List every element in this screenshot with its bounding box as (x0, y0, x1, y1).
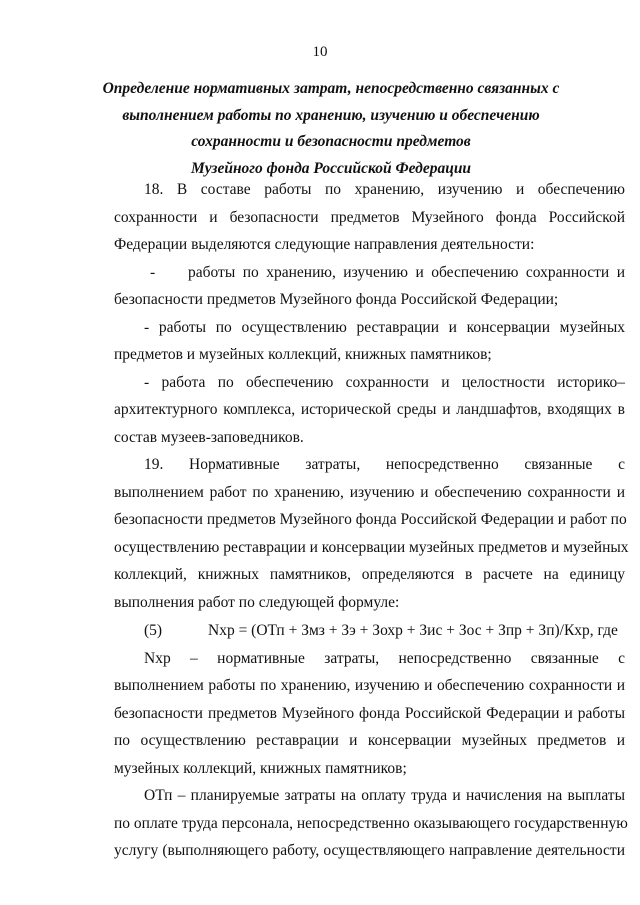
definition-nxr-line: по осуществлению реставрации и консервации музейных предметов и (114, 732, 625, 749)
formula-number: (5) (144, 622, 163, 639)
definition-nxr-line: выполнением работы по хранению, изучению и обеспечению сохранности и (114, 677, 625, 694)
paragraph-19-line: коллекций, книжных памятников, определяются в расчете на единицу (114, 566, 625, 583)
paragraph-19-line: 19. Нормативные затраты, непосредственно связанные с (144, 456, 625, 473)
bullet-continuation: архитектурного комплекса, исторической среды и ландшафтов, входящих в (114, 401, 625, 418)
heading-line: сохранности и безопасности предметов (191, 133, 471, 150)
definition-nxr-line: музейных коллекций, книжных памятников; (114, 760, 407, 777)
formula-expression: Nхр = (ОТп + Змз + Зэ + Зохр + Зис + Зос + Зпр + Зп)/Кхр, где (208, 622, 618, 639)
paragraph-19-line: выполнения работ по следующей формуле: (114, 594, 400, 611)
bullet-continuation: состав музеев-заповедников. (114, 429, 304, 446)
heading-line: Музейного фонда Российской Федерации (190, 159, 472, 177)
paragraph-19-line: выполнением работ по хранению, изучению и обеспечению сохранности и (114, 484, 625, 501)
page-number: 10 (312, 44, 328, 60)
bullet-text: работы по хранению, изучению и обеспечению сохранности и (188, 264, 625, 281)
paragraph-18-line: сохранности и безопасности предметов Музейного фонда Российской (114, 209, 625, 226)
definition-nxr-line: Nхр – нормативные затраты, непосредственно связанные с (144, 650, 625, 667)
bullet-continuation: предметов и музейных коллекций, книжных памятников; (114, 346, 492, 363)
heading-line: выполнением работы по хранению, изучению и обеспечению (122, 106, 540, 124)
definition-nxr-line: безопасности предметов Музейного фонда Российской Федерации и работы (114, 705, 625, 722)
definition-otp-line: по оплате труда персонала, непосредственно оказывающего государственную (114, 815, 628, 832)
bullet-continuation: безопасности предметов Музейного фонда Российской Федерации; (114, 291, 559, 308)
paragraph-19-line: безопасности предметов Музейного фонда Российской Федерации и работ по (114, 511, 627, 528)
bullet-item-integrity: - работа по обеспечению сохранности и целостности историко– (144, 374, 625, 391)
paragraph-18-line: 18. В составе работы по хранению, изучению и обеспечению (144, 181, 625, 198)
section-heading (100, 76, 562, 182)
heading-line: Определение нормативных затрат, непосредственно связанных с (102, 80, 560, 97)
definition-otp-line: услугу (выполняющего работу, осуществляющего направление деятельности (114, 842, 625, 859)
paragraph-18-line: Федерации выделяются следующие направления деятельности: (114, 236, 535, 253)
bullet-item-restoration: - работы по осуществлению реставрации и консервации музейных (144, 319, 625, 336)
paragraph-19-line: осуществлению реставрации и консервации музейных предметов и музейных (114, 539, 629, 556)
definition-otp-line: ОТп – планируемые затраты на оплату труда и начисления на выплаты (144, 787, 625, 804)
bullet-dash: - (150, 264, 156, 281)
